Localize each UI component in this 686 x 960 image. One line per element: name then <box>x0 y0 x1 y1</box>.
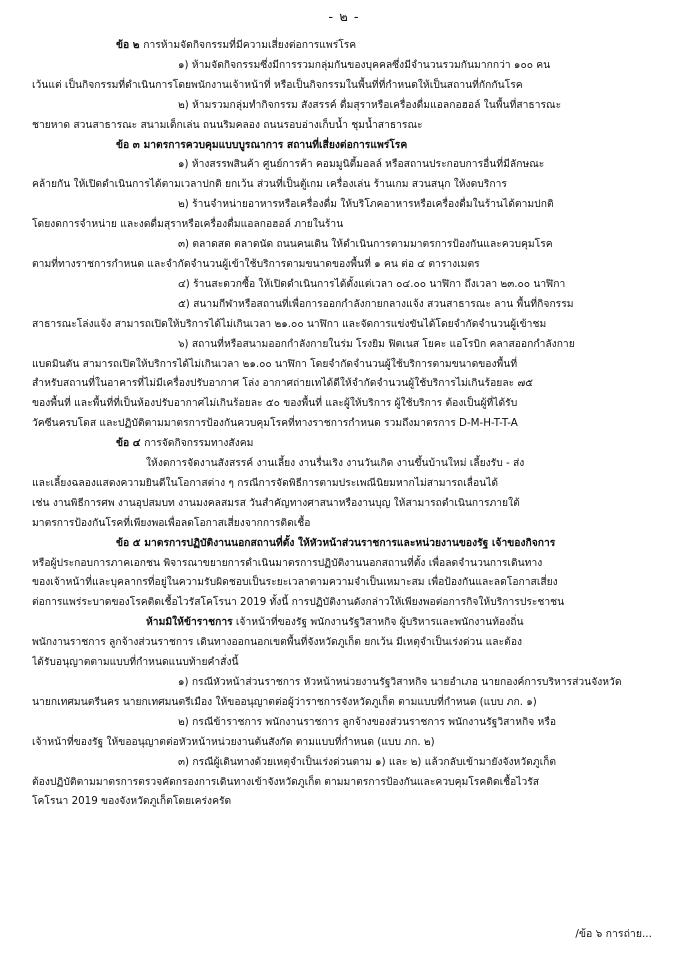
line-text: มาตรการป้องกันโรคที่เพียงพอเพื่อลดโอกาสเสี่ยงจากการติดเชื้อ <box>32 516 311 529</box>
line-text: ๕) สนามกีฬาหรือสถานที่เพื่อการออกกำลังกายกลางแจ้ง สวนสาธารณะ ลาน พื้นที่กิจกรรม <box>178 297 574 310</box>
section-title: การห้ามจัดกิจกรรมที่มีความเสี่ยงต่อการแพร่โรค <box>143 39 357 51</box>
section-number: ข้อ ๔ <box>116 437 141 450</box>
document-line <box>32 514 656 534</box>
document-line <box>32 474 656 494</box>
line-text: ๑) ห้ามจัดกิจกรรมซึ่งมีการรวมกลุ่มกันของบุคคลซึ่งมีจำนวนรวมกันมากกว่า ๑๐๐ คน <box>178 58 551 71</box>
line-text: สาธารณะโล่งแจ้ง สามารถเปิดให้บริการได้ไม่เกินเวลา ๒๑.๐๐ นาฬิกา และจัดการแข่งขันได้โดยจำกัดจำนวนผู้เข้าชม <box>32 317 547 330</box>
section-title: มาตรการควบคุมแบบบูรณาการ สถานที่เสี่ยงต่อการแพร่โรค <box>143 138 408 151</box>
line-text: ๓) กรณีผู้เดินทางด้วยเหตุจำเป็นเร่งด่วนตาม ๑) และ ๒) แล้วกลับเข้ามายังจังหวัดภูเก็ต <box>178 755 557 768</box>
section-title: มาตรการปฏิบัติงานนอกสถานที่ตั้ง <box>144 536 295 549</box>
line-text: เจ้าหน้าที่ของรัฐ ให้ขออนุญาตต่อหัวหน้าหน่วยงานต้นสังกัด ตามแบบที่กำหนด (แบบ ภก. ๒) <box>32 735 435 748</box>
document-line <box>32 56 656 76</box>
line-text: หรือผู้ประกอบการภาคเอกชน พิจารณาขยายการดำเนินมาตรการปฏิบัติงานนอกสถานที่ตั้ง เพื่อลดจำนวนการเดินทาง <box>32 556 543 569</box>
document-line <box>32 235 656 255</box>
line-text: พนักงานราชการ ลูกจ้างส่วนราชการ เดินทางออกนอกเขตพื้นที่จังหวัดภูเก็ต ยกเว้น มีเหตุจำเป็นเร่งด่วน และต้อง <box>32 636 523 649</box>
document-line <box>32 116 656 136</box>
document-line <box>32 155 656 175</box>
section-heading <box>32 434 656 454</box>
line-text: เจ้าหน้าที่ของรัฐ พนักงานรัฐวิสาหกิจ ผู้บริหารและพนักงานท้องถิ่น <box>232 616 524 629</box>
document-line <box>32 374 656 394</box>
line-text: โดยงดการจำหน่าย และงดดื่มสุราหรือเครื่องดื่มแอลกอฮอล์ ภายในร้าน <box>32 218 344 231</box>
section-title: การจัดกิจกรรมทางสังคม <box>144 437 254 450</box>
document-line <box>32 76 656 96</box>
document-line <box>32 613 656 633</box>
document-line <box>32 733 656 753</box>
section-heading <box>32 36 656 56</box>
line-text: เว้นแต่ เป็นกิจกรรมที่ดำเนินการโดยพนักงานเจ้าหน้าที่ หรือเป็นกิจกรรมในพื้นที่ที่กำหนดให้เป็นสถานที่กักกันโรค <box>32 78 523 91</box>
document-line <box>32 96 656 116</box>
line-text: ต้องปฏิบัติตามมาตรการตรวจคัดกรองการเดินทางเข้าจังหวัดภูเก็ต ตามมาตรการป้องกันและควบคุมโรคติดเชื้อไวรัส <box>32 775 540 788</box>
document-line <box>32 355 656 375</box>
line-text: ๑) ห้างสรรพสินค้า ศูนย์การค้า คอมมูนิตี้มอลล์ หรือสถานประกอบการอื่นที่มีลักษณะ <box>178 158 545 171</box>
line-text: ได้รับอนุญาตตามแบบที่กำหนดแนบท้ายคำสั่งนี้ <box>32 656 239 669</box>
document-line <box>32 673 656 693</box>
document-line <box>32 454 656 474</box>
line-text: ๖) สถานที่หรือสนามออกกำลังกายในร่ม โรงยิม ฟิตเนส โยคะ แอโรบิก คลาสออกกำลังกาย <box>178 337 575 350</box>
document-line <box>32 713 656 733</box>
line-text: ๒) ร้านจำหน่ายอาหารหรือเครื่องดื่ม ให้บริโภคอาหารหรือเครื่องดื่มในร้านได้ตามปกติ <box>178 198 554 211</box>
document-line <box>32 315 656 335</box>
document-line <box>32 554 656 574</box>
line-text: ชายหาด สวนสาธารณะ สนามเด็กเล่น ถนนริมคลอง ถนนรอบอ่างเก็บน้ำ ชุมน้ำสาธารณะ <box>32 118 423 131</box>
document-line <box>32 653 656 673</box>
document-line <box>32 215 656 235</box>
section-number: ข้อ ๒ <box>116 39 140 51</box>
line-text: เช่น งานพิธีการศพ งานอุปสมบท งานมงคลสมรส วันสำคัญทางศาสนาหรืองานบุญ ให้สามารถดำเนินการภายใต้ <box>32 496 520 509</box>
line-text: ให้งดการจัดงานสังสรรค์ งานเลี้ยง งานรื่นเริง งานวันเกิด งานขึ้นบ้านใหม่ เลี้ยงรับ - ส่ง <box>146 457 525 470</box>
line-text: ของพื้นที่ และพื้นที่ที่เป็นห้องปรับอากาศไม่เกินร้อยละ ๕๐ ของพื้นที่ และผู้ให้บริการ ผู้ใช้บริการ ต้องเป็นผู้ที่ได้รับ <box>32 397 518 410</box>
section-number: ข้อ ๕ <box>116 536 141 549</box>
document-line <box>32 394 656 414</box>
section-heading <box>32 136 656 156</box>
line-text: ให้หัวหน้าส่วนราชการและหน่วยงานของรัฐ เจ้าของกิจการ <box>294 536 556 549</box>
line-text: ๓) ตลาดสด ตลาดนัด ถนนคนเดิน ให้ดำเนินการตามมาตรการป้องกันและควบคุมโรค <box>178 238 553 251</box>
line-text: นายกเทศมนตรีนคร นายกเทศมนตรีเมือง ให้ขออนุญาตต่อผู้ว่าราชการจังหวัดภูเก็ต ตามแบบที่กำหนด (แบบ ภก. ๑) <box>32 695 537 708</box>
document-line <box>32 414 656 434</box>
line-text: ต่อการแพร่ระบาดของโรคติดเชื้อไวรัสโคโรนา 2019 ทั้งนี้ การปฏิบัติงานดังกล่าวให้เพียงพอต่อการกิจให้บริการประชาชน <box>32 596 565 609</box>
document-line <box>32 773 656 793</box>
line-text: และเลี้ยงฉลองแสดงความยินดีในโอกาสต่าง ๆ กรณีการจัดพิธีการตามประเพณีนิยมหากไม่สามารถเลื่อนได้ <box>32 476 499 489</box>
line-text: แบดมินตัน สามารถเปิดให้บริการได้ไม่เกินเวลา ๒๑.๐๐ นาฬิกา โดยจำกัดจำนวนผู้ใช้บริการตามขนาดของพื้นที่ <box>32 357 518 370</box>
line-text: โคโรนา 2019 ของจังหวัดภูเก็ตโดยเคร่งครัด <box>32 795 232 808</box>
section-number: ข้อ ๓ <box>116 138 140 151</box>
document-line <box>32 175 656 195</box>
document-line <box>32 295 656 315</box>
section-heading <box>32 534 656 554</box>
document-line <box>32 275 656 295</box>
emphasis-text: ห้ามมิให้ข้าราชการ <box>146 616 233 629</box>
line-text: วัคซีนครบโดส และปฏิบัติตามมาตรการป้องกันควบคุมโรคที่ทางราชการกำหนด รวมถึงมาตรการ D-M-H-T-T-A <box>32 417 518 430</box>
line-text: ของเจ้าหน้าที่และบุคลากรที่อยู่ในความรับผิดชอบเป็นระยะเวลาตามความจำเป็นเหมาะสม เพื่อป้องกันและลดโอกาสเสี่ยง <box>32 576 558 589</box>
line-text: ตามที่ทางราชการกำหนด และจำกัดจำนวนผู้เข้าใช้บริการตามขนาดของพื้นที่ ๑ คน ต่อ ๔ ตารางเมตร <box>32 257 480 270</box>
document-line <box>32 573 656 593</box>
document-line <box>32 792 656 812</box>
document-line <box>32 593 656 613</box>
document-line <box>32 195 656 215</box>
line-text: ๔) ร้านสะดวกซื้อ ให้เปิดดำเนินการได้ตั้งแต่เวลา ๐๔.๐๐ นาฬิกา ถึงเวลา ๒๓.๐๐ นาฬิกา <box>178 277 566 290</box>
document-body <box>32 36 656 812</box>
line-text: คล้ายกัน ให้เปิดดำเนินการได้ตามเวลาปกติ ยกเว้น ส่วนที่เป็นตู้เกม เครื่องเล่น ร้านเกม สวนสนุก ให้งดบริการ <box>32 178 507 191</box>
document-line <box>32 753 656 773</box>
continuation-footer: /ข้อ ๖ การถ่าย... <box>575 928 652 940</box>
line-text: ๒) กรณีข้าราชการ พนักงานราชการ ลูกจ้างของส่วนราชการ พนักงานรัฐวิสาหกิจ หรือ <box>178 715 557 728</box>
document-line <box>32 335 656 355</box>
page-number: - ๒ - <box>328 10 360 25</box>
line-text: สำหรับสถานที่ในอาคารที่ไม่มีเครื่องปรับอากาศ โล่ง อากาศถ่ายเทได้ดีให้จำกัดจำนวนผู้ใช้บริการไม่เกินร้อยละ ๗๕ <box>32 377 533 390</box>
document-line <box>32 494 656 514</box>
line-text: ๑) กรณีหัวหน้าส่วนราชการ หัวหน้าหน่วยงานรัฐวิสาหกิจ นายอำเภอ นายกองค์การบริหารส่วนจังหวัด <box>178 676 622 688</box>
document-line <box>32 255 656 275</box>
document-line <box>32 633 656 653</box>
document-line <box>32 693 656 713</box>
line-text: ๒) ห้ามรวมกลุ่มทำกิจกรรม สังสรรค์ ดื่มสุราหรือเครื่องดื่มแอลกอฮอล์ ในพื้นที่สาธารณะ <box>178 98 562 111</box>
